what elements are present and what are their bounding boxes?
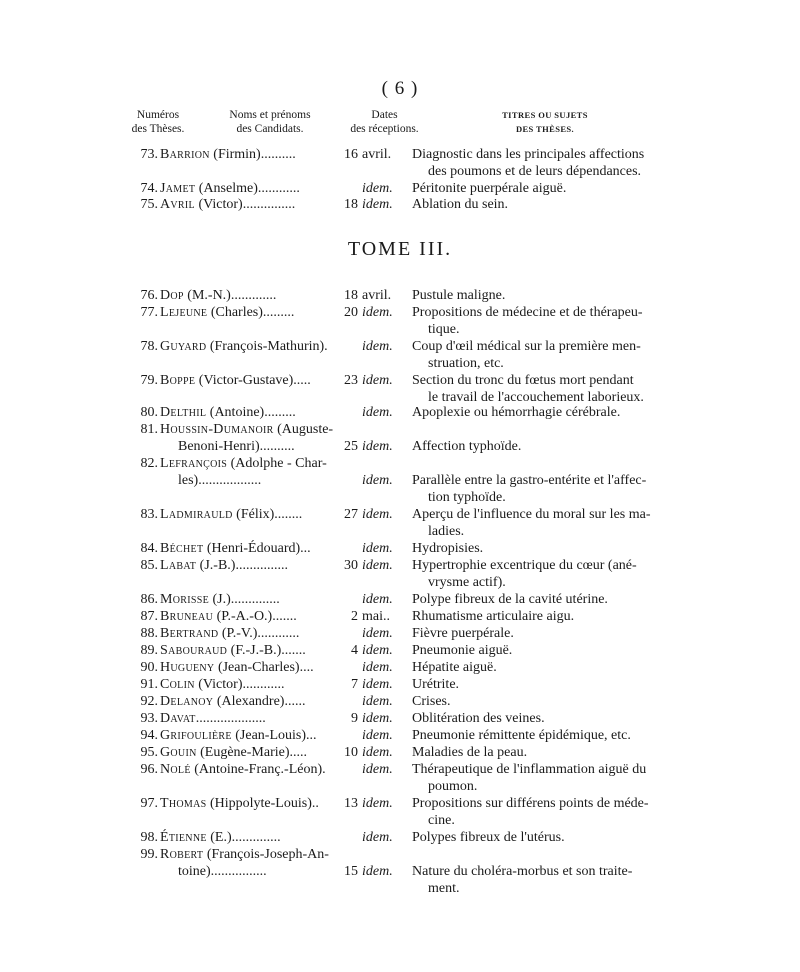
reception-day: 13 bbox=[344, 796, 358, 811]
header-dates: Dates des réceptions. bbox=[350, 109, 419, 135]
candidate-forenames: (J.).............. bbox=[209, 592, 280, 607]
candidate-forenames: (François-Joseph-An- bbox=[203, 847, 329, 862]
thesis-number: 95. bbox=[140, 745, 158, 760]
reception-month: idem. bbox=[362, 677, 393, 692]
thesis-number: 75. bbox=[140, 197, 158, 212]
reception-month: idem. bbox=[362, 541, 393, 556]
thesis-number: 84. bbox=[140, 541, 158, 556]
candidate-forenames: (Jean-Charles).... bbox=[214, 660, 314, 675]
tome-heading: TOME III. bbox=[347, 238, 453, 260]
thesis-title: Affection typhoïde. bbox=[412, 439, 522, 454]
candidate-surname: Gouin bbox=[160, 745, 197, 760]
thesis-title-continued: ladies. bbox=[428, 524, 465, 539]
reception-month: idem. bbox=[362, 439, 393, 454]
thesis-title-continued: des poumons et de leurs dépendances. bbox=[428, 164, 642, 179]
candidate-forenames: (Alexandre)...... bbox=[213, 694, 306, 709]
candidate-name bbox=[160, 338, 338, 355]
reception-date bbox=[338, 472, 408, 489]
candidate-surname: Labat bbox=[160, 558, 197, 573]
thesis-number: 88. bbox=[140, 626, 158, 641]
candidate-surname: Morisse bbox=[160, 592, 210, 607]
candidate-forenames: (P.-V.)............ bbox=[218, 626, 300, 641]
thesis-number: 90. bbox=[140, 660, 158, 675]
candidate-forenames: (Antoine-Franç.-Léon). bbox=[190, 762, 326, 777]
candidate-surname: Robert bbox=[160, 847, 204, 862]
thesis-number: 81. bbox=[140, 422, 158, 437]
candidate-surname: Houssin-Dumanoir bbox=[160, 422, 274, 437]
candidate-surname: Dop bbox=[160, 288, 184, 303]
candidate-surname: Delanoy bbox=[160, 694, 214, 709]
candidate-name bbox=[160, 591, 338, 608]
candidate-surname: Lefrançois bbox=[160, 456, 228, 471]
thesis-number: 89. bbox=[140, 643, 158, 658]
reception-month: idem. bbox=[362, 745, 393, 760]
reception-date bbox=[338, 304, 408, 321]
candidate-name bbox=[160, 727, 338, 744]
reception-date bbox=[338, 404, 408, 421]
thesis-number: 99. bbox=[140, 847, 158, 862]
thesis-number: 86. bbox=[140, 592, 158, 607]
reception-date bbox=[338, 744, 408, 761]
reception-month: idem. bbox=[362, 507, 393, 522]
candidate-name-continued: les).................. bbox=[178, 473, 262, 488]
reception-date bbox=[338, 829, 408, 846]
thesis-title: Section du tronc du fœtus mort pendant bbox=[412, 373, 634, 388]
header-noms: Noms et prénoms des Candidats. bbox=[229, 109, 311, 135]
thesis-title-continued: tique. bbox=[428, 322, 460, 337]
reception-month: idem. bbox=[362, 473, 393, 488]
reception-date bbox=[338, 676, 408, 693]
thesis-number: 74. bbox=[140, 181, 158, 196]
reception-date bbox=[338, 196, 408, 213]
thesis-number: 96. bbox=[140, 762, 158, 777]
thesis-title-continued: poumon. bbox=[428, 779, 478, 794]
candidate-name bbox=[160, 304, 338, 321]
candidate-forenames: (Adolphe - Char- bbox=[227, 456, 327, 471]
reception-day: 25 bbox=[344, 439, 358, 454]
reception-date bbox=[338, 372, 408, 389]
page-number: ( 6 ) bbox=[381, 78, 419, 99]
reception-date bbox=[338, 438, 408, 455]
reception-day: 9 bbox=[351, 711, 358, 726]
reception-date bbox=[338, 540, 408, 557]
thesis-number: 77. bbox=[140, 305, 158, 320]
reception-month: idem. bbox=[362, 694, 393, 709]
candidate-name bbox=[160, 287, 338, 304]
reception-date bbox=[338, 506, 408, 523]
candidate-forenames: (Félix)........ bbox=[232, 507, 303, 522]
candidate-forenames: (Auguste- bbox=[273, 422, 334, 437]
thesis-title: Pustule maligne. bbox=[412, 288, 506, 303]
candidate-name bbox=[160, 196, 338, 213]
reception-month: idem. bbox=[362, 728, 393, 743]
reception-date bbox=[338, 642, 408, 659]
reception-day: 18 bbox=[344, 288, 358, 303]
thesis-title: Parallèle entre la gastro-entérite et l'affec- bbox=[412, 473, 647, 488]
candidate-forenames: (Hippolyte-Louis).. bbox=[206, 796, 319, 811]
candidate-forenames: (P.-A.-O.)....... bbox=[213, 609, 297, 624]
thesis-number: 93. bbox=[140, 711, 158, 726]
reception-date bbox=[338, 180, 408, 197]
candidate-name bbox=[160, 455, 338, 472]
reception-month: idem. bbox=[362, 558, 393, 573]
candidate-name bbox=[160, 642, 338, 659]
candidate-surname: Colin bbox=[160, 677, 195, 692]
candidate-forenames: .................... bbox=[195, 711, 266, 726]
thesis-number: 76. bbox=[140, 288, 158, 303]
candidate-name bbox=[160, 795, 338, 812]
reception-month: idem. bbox=[362, 864, 393, 879]
header-numeros: Numéros des Thèses. bbox=[131, 109, 185, 135]
thesis-title: Rhumatisme articulaire aigu. bbox=[412, 609, 575, 624]
candidate-surname: Bertrand bbox=[160, 626, 219, 641]
candidate-name bbox=[160, 557, 338, 574]
thesis-number: 73. bbox=[140, 147, 158, 162]
thesis-title-continued: tion typhoïde. bbox=[428, 490, 506, 505]
candidate-surname: Nolé bbox=[160, 762, 191, 777]
reception-date bbox=[338, 608, 408, 625]
thesis-title: Polypes fibreux de l'utérus. bbox=[412, 830, 565, 845]
reception-month: idem. bbox=[362, 711, 393, 726]
thesis-title: Péritonite puerpérale aiguë. bbox=[412, 181, 567, 196]
candidate-name bbox=[160, 693, 338, 710]
thesis-title: Crises. bbox=[412, 694, 451, 709]
reception-date bbox=[338, 863, 408, 880]
reception-day: 15 bbox=[344, 864, 358, 879]
reception-date bbox=[338, 625, 408, 642]
candidate-name bbox=[160, 404, 338, 421]
candidate-name bbox=[160, 421, 338, 438]
reception-month: avril. bbox=[362, 288, 392, 303]
candidate-name bbox=[160, 625, 338, 642]
thesis-number: 87. bbox=[140, 609, 158, 624]
reception-date bbox=[338, 693, 408, 710]
candidate-surname: Delthil bbox=[160, 405, 207, 420]
reception-month: idem. bbox=[362, 405, 393, 420]
thesis-title: Propositions de médecine et de thérapeu- bbox=[412, 305, 643, 320]
reception-day: 30 bbox=[344, 558, 358, 573]
thesis-title: Aperçu de l'influence du moral sur les ma- bbox=[412, 507, 651, 522]
thesis-number: 78. bbox=[140, 339, 158, 354]
reception-date bbox=[338, 761, 408, 778]
candidate-name bbox=[160, 506, 338, 523]
thesis-number: 80. bbox=[140, 405, 158, 420]
candidate-forenames: (Victor)............ bbox=[194, 677, 285, 692]
candidate-name bbox=[160, 540, 338, 557]
candidate-forenames: (Firmin).......... bbox=[209, 147, 296, 162]
reception-month: mai.. bbox=[362, 609, 390, 624]
candidate-name-continued: Benoni-Henri).......... bbox=[178, 439, 295, 454]
candidate-name bbox=[160, 608, 338, 625]
candidate-name bbox=[160, 372, 338, 389]
reception-month: avril. bbox=[362, 147, 392, 162]
thesis-title-continued: cine. bbox=[428, 813, 455, 828]
thesis-title: Pneumonie aiguë. bbox=[412, 643, 513, 658]
thesis-title: Oblitération des veines. bbox=[412, 711, 545, 726]
reception-month: idem. bbox=[362, 660, 393, 675]
reception-month: idem. bbox=[362, 626, 393, 641]
reception-day: 4 bbox=[351, 643, 358, 658]
candidate-forenames: (E.).............. bbox=[206, 830, 281, 845]
reception-day: 7 bbox=[351, 677, 358, 692]
reception-month: idem. bbox=[362, 373, 393, 388]
candidate-name bbox=[160, 761, 338, 778]
candidate-surname: Boppe bbox=[160, 373, 196, 388]
header-titres: TITRES OU SUJETS DES THÈSES. bbox=[502, 110, 588, 134]
candidate-forenames: (Victor)............... bbox=[194, 197, 296, 212]
reception-month: idem. bbox=[362, 643, 393, 658]
candidate-surname: Avril bbox=[160, 197, 195, 212]
reception-month: idem. bbox=[362, 796, 393, 811]
candidate-name bbox=[160, 846, 338, 863]
thesis-number: 83. bbox=[140, 507, 158, 522]
thesis-title: Hydropisies. bbox=[412, 541, 484, 556]
thesis-title: Maladies de la peau. bbox=[412, 745, 528, 760]
reception-day: 10 bbox=[344, 745, 358, 760]
candidate-surname: Hugueny bbox=[160, 660, 215, 675]
thesis-title: Apoplexie ou hémorrhagie cérébrale. bbox=[412, 405, 621, 420]
thesis-number: 98. bbox=[140, 830, 158, 845]
thesis-title: Propositions sur différens points de méde- bbox=[412, 796, 649, 811]
reception-date bbox=[338, 591, 408, 608]
candidate-name bbox=[160, 744, 338, 761]
candidate-name-continued: toine)................ bbox=[178, 864, 267, 879]
thesis-number: 94. bbox=[140, 728, 158, 743]
column-headers bbox=[0, 108, 800, 140]
thesis-number: 85. bbox=[140, 558, 158, 573]
candidate-surname: Béchet bbox=[160, 541, 204, 556]
candidate-forenames: (Victor-Gustave)..... bbox=[195, 373, 311, 388]
thesis-title: Thérapeutique de l'inflammation aiguë du bbox=[412, 762, 647, 777]
reception-month: idem. bbox=[362, 339, 393, 354]
thesis-title: Urétrite. bbox=[412, 677, 460, 692]
candidate-forenames: (J.-B.)............... bbox=[196, 558, 288, 573]
reception-month: idem. bbox=[362, 592, 393, 607]
candidate-surname: Bruneau bbox=[160, 609, 214, 624]
candidate-name bbox=[160, 180, 338, 197]
reception-month: idem. bbox=[362, 181, 393, 196]
thesis-title: Diagnostic dans les principales affections bbox=[412, 147, 645, 162]
thesis-title: Coup d'œil médical sur la première men- bbox=[412, 339, 641, 354]
reception-month: idem. bbox=[362, 830, 393, 845]
thesis-title: Hépatite aiguë. bbox=[412, 660, 497, 675]
thesis-title: Fièvre puerpérale. bbox=[412, 626, 514, 641]
thesis-number: 97. bbox=[140, 796, 158, 811]
reception-day: 18 bbox=[344, 197, 358, 212]
thesis-title-continued: ment. bbox=[428, 881, 460, 896]
reception-date bbox=[338, 727, 408, 744]
candidate-name bbox=[160, 659, 338, 676]
reception-day: 16 bbox=[344, 147, 358, 162]
reception-month: idem. bbox=[362, 197, 393, 212]
thesis-title: Ablation du sein. bbox=[412, 197, 509, 212]
reception-day: 23 bbox=[344, 373, 358, 388]
candidate-name bbox=[160, 676, 338, 693]
reception-day: 27 bbox=[344, 507, 358, 522]
candidate-forenames: (Charles)......... bbox=[207, 305, 295, 320]
thesis-number: 79. bbox=[140, 373, 158, 388]
candidate-surname: Barrion bbox=[160, 147, 210, 162]
candidate-surname: Sabouraud bbox=[160, 643, 228, 658]
candidate-name bbox=[160, 146, 338, 163]
candidate-name bbox=[160, 829, 338, 846]
thesis-number: 92. bbox=[140, 694, 158, 709]
candidate-forenames: (F.-J.-B.)....... bbox=[227, 643, 306, 658]
candidate-surname: Grifoulière bbox=[160, 728, 232, 743]
candidate-forenames: (Henri-Édouard)... bbox=[203, 541, 311, 556]
reception-month: idem. bbox=[362, 305, 393, 320]
reception-month: idem. bbox=[362, 762, 393, 777]
candidate-forenames: (Anselme)............ bbox=[195, 181, 300, 196]
candidate-surname: Étienne bbox=[160, 830, 207, 845]
reception-date bbox=[338, 710, 408, 727]
reception-date bbox=[338, 146, 408, 163]
candidate-forenames: (M.-N.)............. bbox=[183, 288, 277, 303]
candidate-surname: Davat bbox=[160, 711, 196, 726]
candidate-surname: Jamet bbox=[160, 181, 196, 196]
candidate-surname: Lejeune bbox=[160, 305, 208, 320]
thesis-title-continued: struation, etc. bbox=[428, 356, 504, 371]
candidate-forenames: (François-Mathurin). bbox=[206, 339, 328, 354]
reception-date bbox=[338, 795, 408, 812]
reception-date bbox=[338, 287, 408, 304]
candidate-name bbox=[160, 710, 338, 727]
candidate-forenames: (Antoine)......... bbox=[206, 405, 296, 420]
reception-day: 20 bbox=[344, 305, 358, 320]
thesis-title-continued: vrysme actif). bbox=[428, 575, 506, 590]
thesis-title: Hypertrophie excentrique du cœur (ané- bbox=[412, 558, 637, 573]
thesis-number: 91. bbox=[140, 677, 158, 692]
thesis-title: Nature du choléra-morbus et son traite- bbox=[412, 864, 633, 879]
candidate-forenames: (Jean-Louis)... bbox=[231, 728, 317, 743]
reception-date bbox=[338, 338, 408, 355]
reception-day: 2 bbox=[351, 609, 358, 624]
candidate-surname: Guyard bbox=[160, 339, 207, 354]
thesis-number: 82. bbox=[140, 456, 158, 471]
reception-date bbox=[338, 659, 408, 676]
reception-date bbox=[338, 557, 408, 574]
thesis-title: Pneumonie rémittente épidémique, etc. bbox=[412, 728, 631, 743]
candidate-forenames: (Eugène-Marie)..... bbox=[196, 745, 308, 760]
candidate-surname: Ladmirauld bbox=[160, 507, 233, 522]
thesis-title: Polype fibreux de la cavité utérine. bbox=[412, 592, 608, 607]
candidate-surname: Thomas bbox=[160, 796, 207, 811]
thesis-title-continued: le travail de l'accouchement laborieux. bbox=[428, 390, 644, 405]
